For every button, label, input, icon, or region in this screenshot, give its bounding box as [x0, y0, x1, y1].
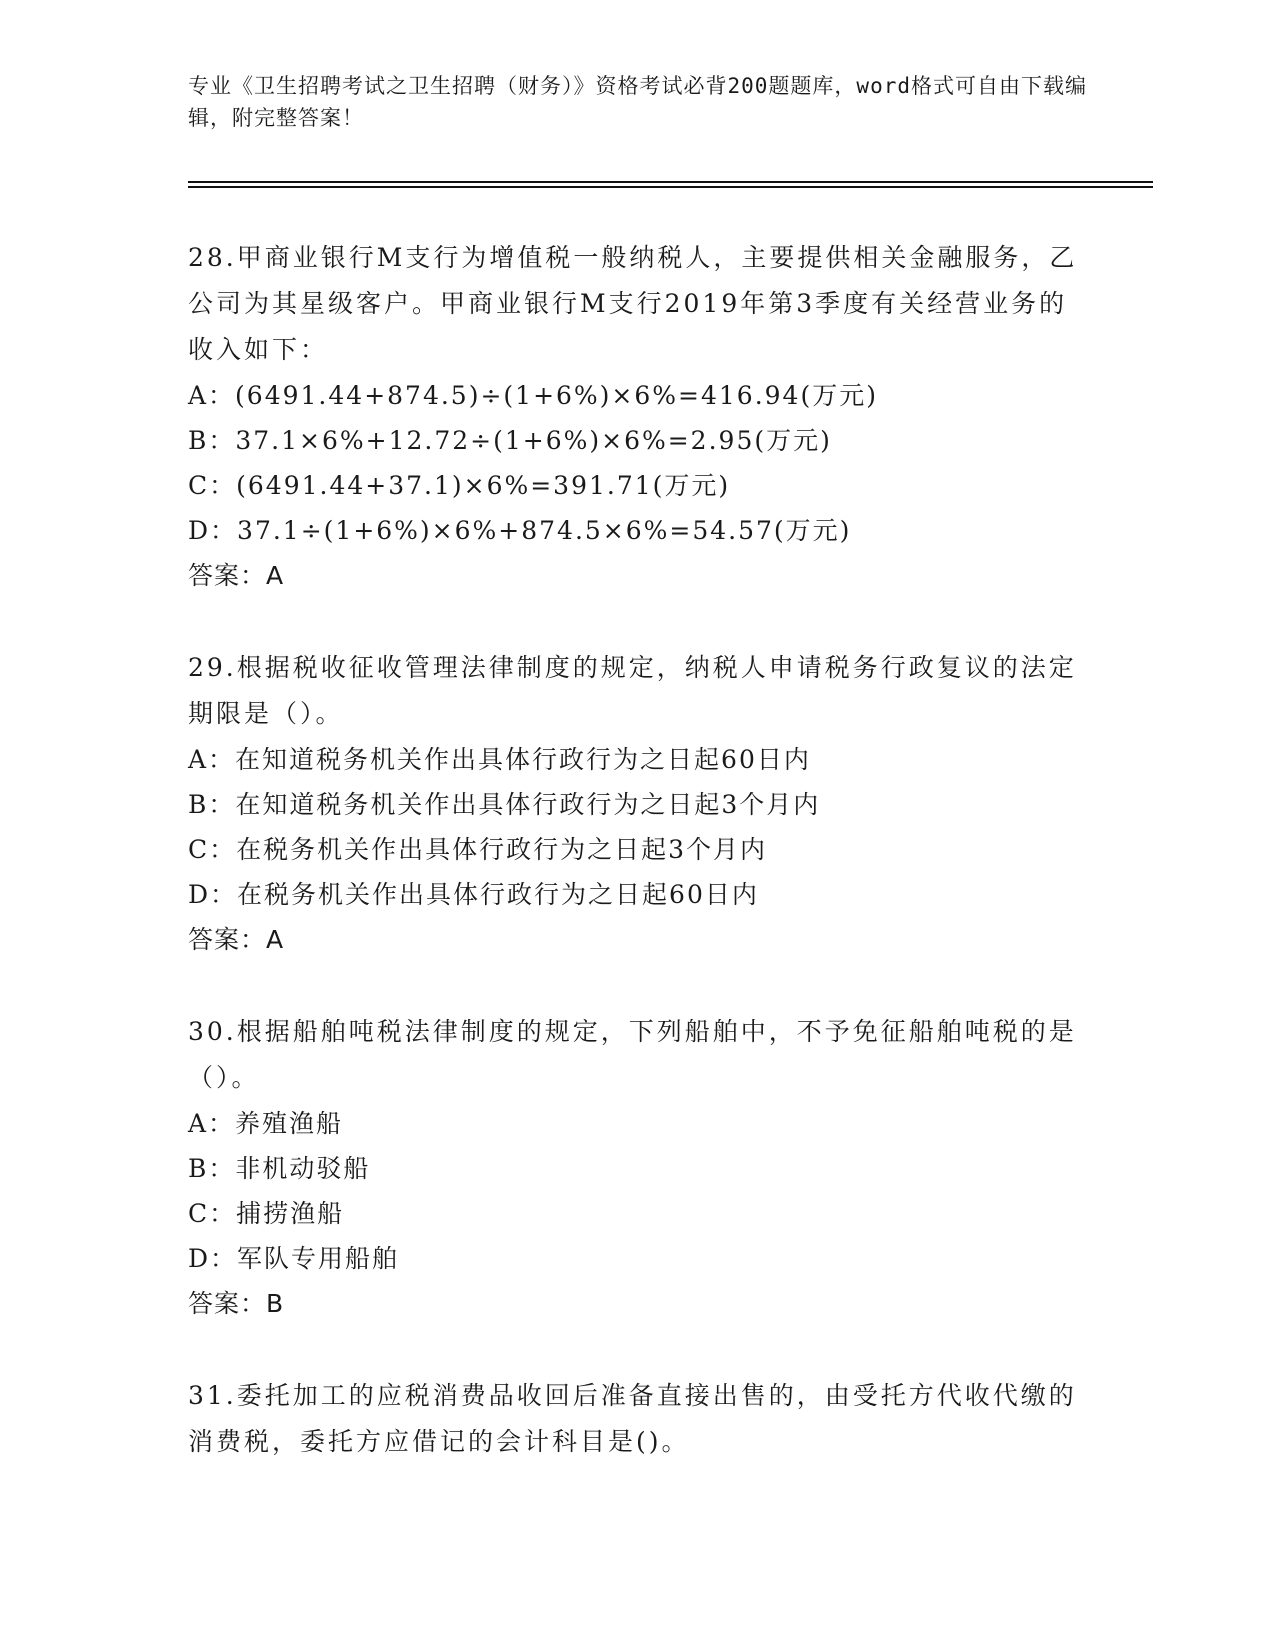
question-stem: 30.根据船舶吨税法律制度的规定，下列船舶中，不予免征船舶吨税的是（）。 — [188, 1017, 1077, 1092]
question-28 — [188, 235, 1088, 598]
option-b: B：在知道税务机关作出具体行政行为之日起3个月内 — [188, 790, 821, 819]
header-text: 专业《卫生招聘考试之卫生招聘（财务）》资格考试必背200题题库，word格式可自由下载编辑，附完整答案！ — [188, 74, 1087, 130]
header-divider-bottom — [188, 186, 1153, 188]
option-b: B：37.1×6%+12.72÷(1+6%)×6%=2.95(万元) — [188, 426, 832, 455]
option-c: C：(6491.44+37.1)×6%=391.71(万元) — [188, 471, 731, 500]
option-d: D：军队专用船舶 — [188, 1244, 400, 1273]
answer-line: 答案：B — [188, 1289, 285, 1318]
question-31 — [188, 1373, 1088, 1465]
header-divider-top — [188, 181, 1153, 183]
question-30 — [188, 1009, 1088, 1326]
question-stem: 28.甲商业银行M支行为增值税一般纳税人，主要提供相关金融服务，乙公司为其星级客户。甲商业银行M支行2019年第3季度有关经营业务的收入如下： — [188, 243, 1078, 364]
answer-line: 答案：A — [188, 561, 285, 590]
option-b: B：非机动驳船 — [188, 1154, 371, 1183]
option-a: A：养殖渔船 — [188, 1109, 344, 1138]
document-header — [188, 70, 1088, 134]
option-c: C：在税务机关作出具体行政行为之日起3个月内 — [188, 835, 768, 864]
option-d: D：在税务机关作出具体行政行为之日起60日内 — [188, 880, 759, 909]
answer-line: 答案：A — [188, 925, 285, 954]
option-c: C：捕捞渔船 — [188, 1199, 345, 1228]
question-stem: 31.委托加工的应税消费品收回后准备直接出售的，由受托方代收代缴的消费税，委托方应借记的会计科目是()。 — [188, 1381, 1077, 1456]
option-a: A：(6491.44+874.5)÷(1+6%)×6%=416.94(万元) — [188, 381, 878, 410]
option-d: D：37.1÷(1+6%)×6%+874.5×6%=54.57(万元) — [188, 516, 852, 545]
question-stem: 29.根据税收征收管理法律制度的规定，纳税人申请税务行政复议的法定期限是（）。 — [188, 653, 1077, 728]
question-list — [188, 235, 1088, 1512]
option-a: A：在知道税务机关作出具体行政行为之日起60日内 — [188, 745, 811, 774]
question-29 — [188, 645, 1088, 962]
